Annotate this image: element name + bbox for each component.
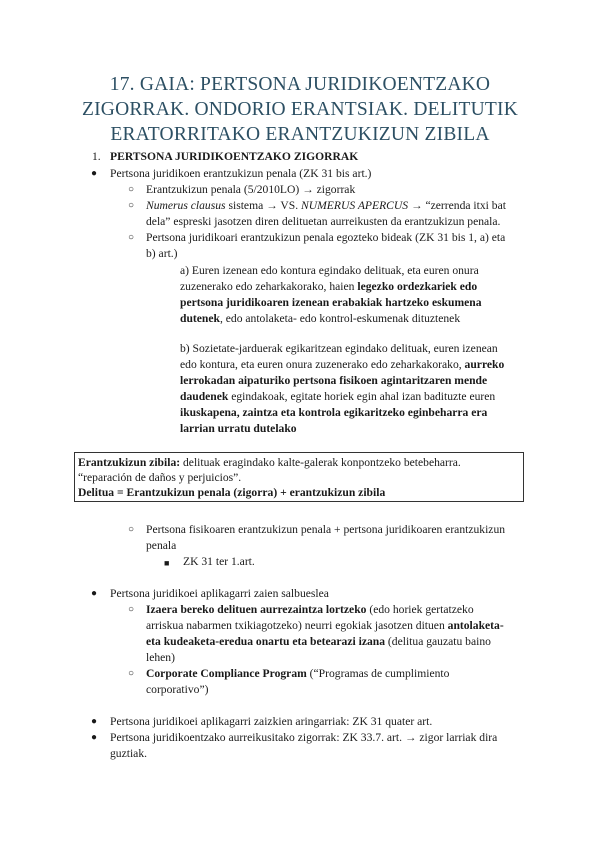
section-number: 1. xyxy=(92,150,101,163)
circle-bullet: ○ xyxy=(128,524,135,535)
square-item: ZK 31 ter 1.art. xyxy=(183,555,255,568)
sub-item-2: Numerus clausus sistema → VS. NUMERUS APERCUS → “zerrenda itxi bat xyxy=(146,199,506,212)
circle-bullet: ○ xyxy=(128,604,135,615)
section-heading: PERTSONA JURIDIKOENTZAKO ZIGORRAK xyxy=(110,150,359,163)
exemption-item-2: Corporate Compliance Program (“Programas de cumplimiento xyxy=(146,667,450,680)
circle-bullet: ○ xyxy=(128,184,135,195)
circle-bullet: ○ xyxy=(128,668,135,679)
sub-item-4-line2: penala xyxy=(146,539,177,552)
bullet-3-text: Pertsona juridikoei aplikagarri zaizkien aringarriak: ZK 31 quater art. xyxy=(110,715,433,728)
box-formula: Delitua = Erantzukizun penala (zigorra) + erantzukizun zibila xyxy=(78,486,386,499)
bullet-dot: ● xyxy=(91,716,98,727)
bullet-2-text: Pertsona juridikoei aplikagarri zaien salbueslea xyxy=(110,587,329,600)
sub-item-2-line2: dela” espreski jasotzen diren delituetan aurreikusten da erantzukizun penala. xyxy=(146,215,501,228)
sub-item-3-line2: b) art.) xyxy=(146,247,178,260)
box-definition: Erantzukizun zibila: delituak eragindako kalte-galerak konpontzeko betebeharra. xyxy=(78,456,461,469)
page-title: 17. GAIA: PERTSONA JURIDIKOENTZAKO ZIGORRAK. ONDORIO ERANTSIAK. DELITUTIK ERATORRITAKO ERANTZUKIZUN ZIBILA xyxy=(81,74,518,145)
square-bullet: ■ xyxy=(164,558,170,568)
sub-item-3: Pertsona juridikoari erantzukizun penala egozteko bideak (ZK 31 bis 1, a) eta xyxy=(146,231,506,244)
bullet-4-text: Pertsona juridikoentzako aurreikusitako zigorrak: ZK 33.7. art. → zigor larriak dira xyxy=(110,731,498,744)
sub-item-4: Pertsona fisikoaren erantzukizun penala + pertsona juridikoaren erantzukizun xyxy=(146,523,506,536)
bullet-dot: ● xyxy=(91,732,98,743)
sub-item-1: Erantzukizun penala (5/2010LO) → zigorrak xyxy=(146,183,356,196)
circle-bullet: ○ xyxy=(128,200,135,211)
bullet-dot: ● xyxy=(91,588,98,599)
bullet-4-line2: guztiak. xyxy=(110,747,148,760)
circle-bullet: ○ xyxy=(128,232,135,243)
bullet-dot: ● xyxy=(91,168,98,179)
box-quote: “reparación de daños y perjuicios”. xyxy=(78,471,242,484)
exemption-item-1: Izaera bereko delituen aurrezaintza lortzeko (edo horiek gertatzeko xyxy=(146,603,474,616)
bullet-1-text: Pertsona juridikoen erantzukizun penala (ZK 31 bis art.) xyxy=(110,167,372,180)
